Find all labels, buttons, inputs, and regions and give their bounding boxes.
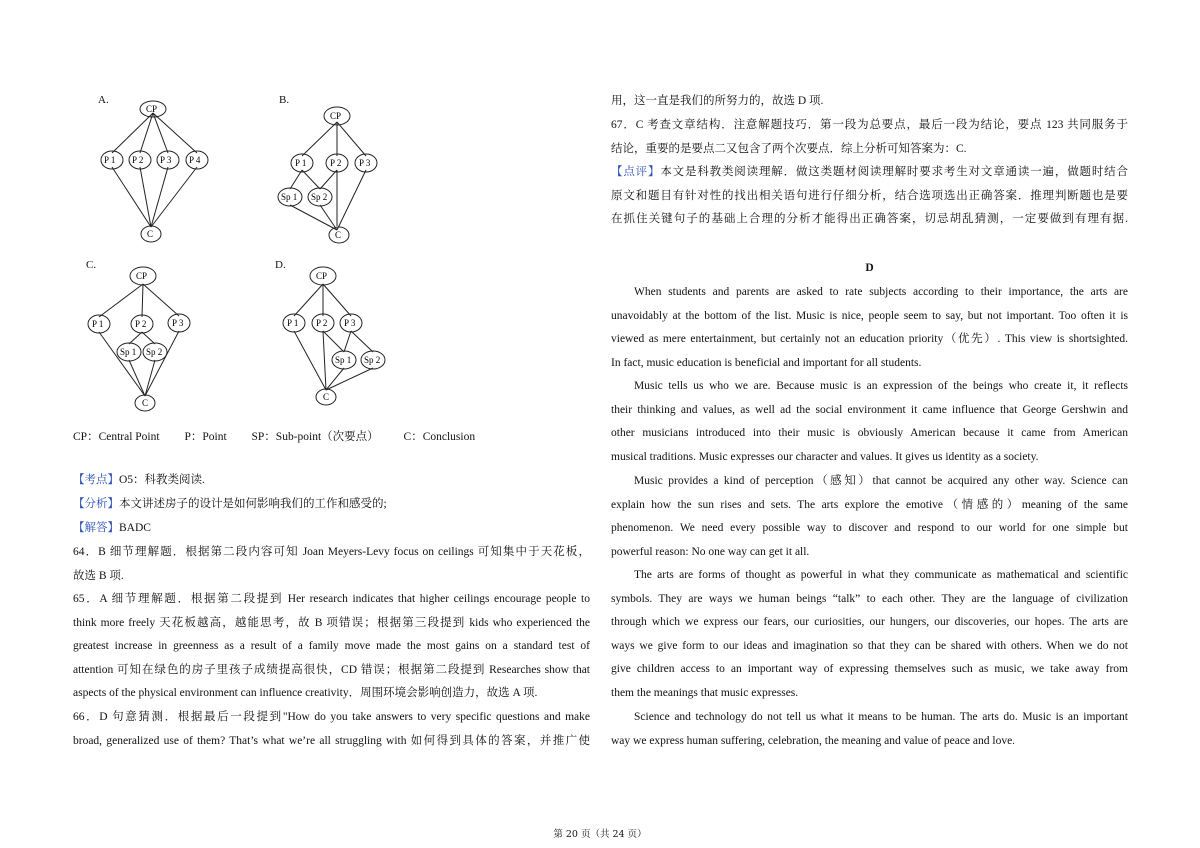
- node-c: C: [335, 230, 342, 240]
- node-p4: P 4: [189, 155, 201, 165]
- passage-p1: [611, 281, 1128, 375]
- legend-c: C：Conclusion: [403, 431, 476, 443]
- diagram-a-label: A.: [98, 94, 109, 106]
- text-line: In fact, music education is beneficial and important for all students.: [611, 356, 922, 369]
- jieda-tag: 【解答】: [73, 522, 119, 534]
- text-line: viewed as mere entertainment, but certainly not an education priority（优先）. This view is shortsighted.: [611, 333, 1128, 345]
- node-cp: CP: [146, 104, 158, 114]
- diagram-c-label: C.: [86, 259, 97, 271]
- answer-67: [611, 114, 1128, 161]
- diagram-d: [280, 264, 400, 414]
- answer-66-continued: [611, 90, 1128, 114]
- dianping-text: 本文是科教类阅读理解．做这类题材阅读理解时要求考生对文章通读一遍，做题时结合: [660, 166, 1129, 178]
- text-line: other musicians introduced into their music is obviously American because it came from American: [611, 427, 1128, 439]
- node-cp: CP: [316, 271, 328, 281]
- node-sp2: Sp 2: [146, 347, 163, 357]
- jieda-text: BADC: [119, 522, 151, 534]
- text-line: them the meanings that music expresses.: [611, 686, 799, 699]
- text-line: 用，这一直是我们的所努力的，故选 D 项.: [611, 95, 824, 107]
- text-line: powerful reason: No one way can get it all.: [611, 545, 810, 558]
- fenxi-text: 本文讲述房子的设计是如何影响我们的工作和感受的;: [119, 498, 387, 510]
- node-p3: P 3: [172, 318, 184, 328]
- text-line: symbols. They are ways we human beings “talk” to each other. They are the language of civilization: [611, 592, 1128, 605]
- node-sp2: Sp 2: [311, 192, 328, 202]
- node-p1: P 1: [295, 158, 307, 168]
- node-p3: P 3: [160, 155, 172, 165]
- node-p2: P 2: [135, 319, 147, 329]
- node-p3: P 3: [359, 158, 371, 168]
- diagram-d-label: D.: [275, 259, 286, 271]
- dianping: [611, 161, 1128, 232]
- text-line: 67．C 考查文章结构．注意解题技巧．第一段为总要点，最后一段为结论，要点 123 共同服务于: [611, 119, 1128, 131]
- node-p2: P 2: [316, 318, 328, 328]
- text-line: phenomenon. We need every possible way to discover and respond to our world for one simple but: [611, 522, 1128, 534]
- text-line: musical traditions. Music expresses our character and values. It gives us identity as a society.: [611, 450, 1039, 463]
- text-line: The arts are forms of thought as powerful in what they communicate as mathematical and scientific: [634, 569, 1128, 581]
- text-line: 原文和题目有针对性的找出相关语句进行仔细分析，结合选项选出正确答案．推理判断题也是要: [611, 189, 1128, 202]
- node-sp1: Sp 1: [335, 355, 352, 365]
- text-line: give children access to an important way of expressing themselves such as music, we take away from: [611, 663, 1128, 675]
- text-line: 故选 B 项.: [73, 569, 124, 582]
- text-line: 65．A 细节理解题．根据第二段提到 Her research indicates that higher ceilings encourage people to: [73, 593, 590, 605]
- text-line: 66．D 句意猜测．根据最后一段提到"How do you take answers to very specific questions and make: [73, 711, 590, 723]
- diagram-legend: [73, 428, 497, 444]
- passage-p5: [611, 706, 1128, 753]
- jieda-line: [73, 517, 593, 541]
- node-sp1: Sp 1: [281, 192, 298, 202]
- answer-65: [73, 588, 590, 706]
- node-p1: P 1: [104, 155, 116, 165]
- text-line: 64．B 细节理解题．根据第二段内容可知 Joan Meyers-Levy focus on ceilings 可知集中于天花板，: [73, 546, 590, 558]
- text-line: way we express human suffering, celebration, the meaning and value of peace and love.: [611, 734, 1016, 747]
- text-line: explain how the sun rises and sets. The arts explore the emotive（情感的）meaning of the same: [611, 498, 1128, 511]
- node-sp2: Sp 2: [364, 355, 381, 365]
- text-line: 在抓住关键句子的基础上合理的分析才能得出正确答案，切忌胡乱猜测，一定要做到有理有据.: [611, 213, 1128, 225]
- kaodian-text: O5：科教类阅读.: [119, 474, 205, 486]
- node-c: C: [147, 229, 154, 239]
- passage-p2: [611, 375, 1128, 469]
- node-p1: P 1: [287, 318, 299, 328]
- kaodian-line: [73, 469, 593, 493]
- diagram-a: [90, 95, 240, 245]
- text-line: aspects of the physical environment can influence creativity．周围环境会影响创造力，故选 A 项.: [73, 687, 538, 699]
- diagram-b-label: B.: [279, 94, 290, 106]
- text-line: attention 可知在绿色的房子里孩子成绩提高很快，CD 错误；根据第二段提到 Researches show that: [73, 663, 590, 676]
- text-line: 结论，重要的是要点二又包含了两个次要点．综上分析可知答案为：C.: [611, 142, 967, 155]
- legend-cp: CP：Central Point: [73, 431, 160, 443]
- page-footer: 第 20 页（共 24 页）: [553, 829, 647, 840]
- text-line: think more freely 天花板越高，越能思考，故 B 项错误；根据第三段提到 kids who experienced the: [73, 616, 590, 629]
- node-cp: CP: [136, 271, 148, 281]
- text-line: [611, 161, 1128, 185]
- node-c: C: [142, 398, 149, 408]
- text-line: unavoidably at the bottom of the list. Music is nice, people seem to say, but not important. Too often it is: [611, 309, 1128, 322]
- node-p1: P 1: [92, 319, 104, 329]
- kaodian-tag: 【考点】: [73, 474, 119, 486]
- text-line: Music provides a kind of perception（感知）that cannot be acquired any other way. Science can: [634, 475, 1128, 487]
- text-line: When students and parents are asked to rate subjects according to their importance, the arts are: [634, 286, 1128, 298]
- text-line: their thinking and values, as well ad the social environment it came influence that George Gershwin and: [611, 403, 1128, 416]
- legend-sp: SP：Sub-point（次要点）: [251, 431, 379, 443]
- text-line: Science and technology do not tell us what it means to be human. The arts do. Music is an important: [634, 711, 1128, 723]
- node-p2: P 2: [132, 155, 144, 165]
- legend-p: P：Point: [184, 431, 227, 443]
- diagram-c: [85, 264, 205, 414]
- node-c: C: [323, 392, 330, 402]
- answer-64: [73, 541, 590, 588]
- text-line: ways we give form to our ideas and imagination so that they can be shared with others. When we do not: [611, 639, 1128, 652]
- fenxi-line: [73, 493, 593, 517]
- diagram-b: [270, 102, 400, 252]
- fenxi-tag: 【分析】: [73, 498, 119, 510]
- node-cp: CP: [330, 111, 342, 121]
- passage-p3: [611, 470, 1128, 564]
- text-line: greatest increase in greenness as a result of a family move made the most gains on a standard test of: [73, 640, 590, 652]
- node-p2: P 2: [330, 158, 342, 168]
- node-sp1: Sp 1: [120, 347, 137, 357]
- section-title: D: [865, 262, 874, 274]
- text-line: Music tells us who we are. Because music is an expression of the beings who create it, it reflects: [634, 380, 1128, 392]
- text-line: through which we express our fears, our curiosities, our hungers, our discoveries, our hopes. The arts are: [611, 616, 1128, 628]
- answer-66: [73, 706, 590, 753]
- dianping-tag: 【点评】: [611, 166, 661, 178]
- node-p3: P 3: [344, 318, 356, 328]
- passage-p4: [611, 564, 1128, 705]
- text-line: broad, generalized use of them? That’s what we’re all struggling with 如何得到具体的答案，并推广使: [73, 734, 590, 747]
